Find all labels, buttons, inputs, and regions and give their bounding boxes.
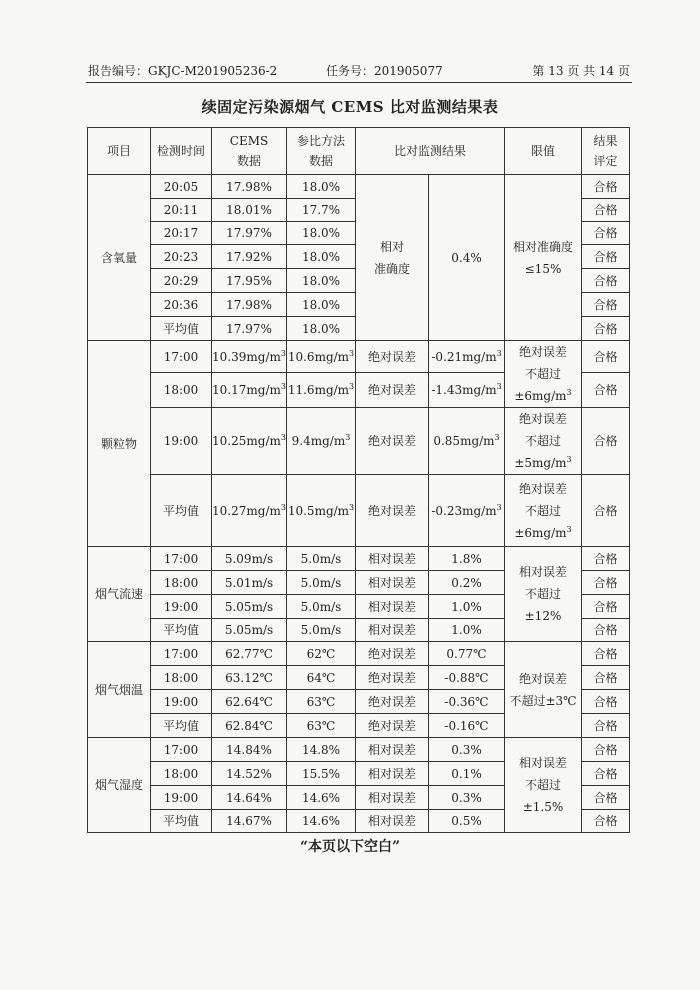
result-type-cell: 绝对误差 — [356, 642, 429, 666]
eval-cell: 合格 — [582, 408, 630, 475]
eval-cell: 合格 — [582, 245, 630, 269]
particulate-limit-b: 绝对误差 不超过 $\pm 5mg/m^3$ — [505, 408, 582, 475]
humidity-limit: 相对误差 不超过 ±1.5% — [505, 738, 582, 833]
eval-cell: 合格 — [582, 738, 630, 762]
time-cell: 19:00 — [151, 690, 212, 714]
oxygen-result-type: 相对 准确度 — [356, 175, 429, 341]
ref-cell: 18.0% — [287, 293, 356, 317]
time-cell: 18:00 — [151, 762, 212, 786]
ref-cell: 64℃ — [287, 666, 356, 690]
eval-cell: 合格 — [582, 786, 630, 810]
ref-cell: $10.5mg/m^3$ — [287, 475, 356, 547]
result-type-cell: 相对误差 — [356, 571, 429, 595]
cems-cell: 17.97% — [212, 317, 287, 341]
eval-cell: 合格 — [582, 690, 630, 714]
eval-cell: 合格 — [582, 317, 630, 341]
header-result: 比对监测结果 — [356, 128, 505, 175]
cems-cell: 62.64℃ — [212, 690, 287, 714]
table-row — [88, 408, 630, 475]
item-velocity: 烟气流速 — [88, 547, 151, 642]
cems-cell: $10.17mg/m^3$ — [212, 373, 287, 408]
ref-cell: 63℃ — [287, 690, 356, 714]
ref-cell: 18.0% — [287, 245, 356, 269]
cems-cell: 17.98% — [212, 175, 287, 199]
cems-cell: 17.97% — [212, 222, 287, 245]
result-cell: $-1.43mg/m^3$ — [429, 373, 505, 408]
blank-below-note: “本页以下空白” — [299, 839, 401, 855]
result-type-cell: 相对误差 — [356, 738, 429, 762]
time-cell: 18:00 — [151, 373, 212, 408]
result-cell: 0.2% — [429, 571, 505, 595]
ref-cell: 18.0% — [287, 317, 356, 341]
eval-cell: 合格 — [582, 547, 630, 571]
result-cell: 0.1% — [429, 762, 505, 786]
result-type-cell: 绝对误差 — [356, 714, 429, 738]
time-cell: 17:00 — [151, 547, 212, 571]
ref-cell: 18.0% — [287, 269, 356, 293]
result-cell: 0.3% — [429, 786, 505, 810]
oxygen-limit: 相对准确度 ≤15% — [505, 175, 582, 341]
time-cell: 平均值 — [151, 619, 212, 642]
eval-cell: 合格 — [582, 269, 630, 293]
result-cell: -0.88℃ — [429, 666, 505, 690]
time-cell: 19:00 — [151, 786, 212, 810]
table-row — [88, 475, 630, 547]
ref-cell: $10.6mg/m^3$ — [287, 341, 356, 373]
cems-cell: 63.12℃ — [212, 666, 287, 690]
eval-cell: 合格 — [582, 666, 630, 690]
time-cell: 19:00 — [151, 595, 212, 619]
item-temperature: 烟气烟温 — [88, 642, 151, 738]
eval-cell: 合格 — [582, 714, 630, 738]
table-row — [88, 341, 630, 373]
result-type-cell: 绝对误差 — [356, 690, 429, 714]
ref-cell: 5.0m/s — [287, 571, 356, 595]
eval-cell: 合格 — [582, 373, 630, 408]
result-cell: 1.0% — [429, 595, 505, 619]
result-type-cell: 相对误差 — [356, 810, 429, 833]
ref-cell: 17.7% — [287, 199, 356, 222]
cems-cell: $10.39mg/m^3$ — [212, 341, 287, 373]
cems-cell: 5.09m/s — [212, 547, 287, 571]
table-row — [88, 642, 630, 666]
time-cell: 17:00 — [151, 642, 212, 666]
time-cell: 17:00 — [151, 341, 212, 373]
ref-cell: 5.0m/s — [287, 595, 356, 619]
header-cems: CEMS 数据 — [212, 128, 287, 175]
result-cell: 1.8% — [429, 547, 505, 571]
header-item: 项目 — [88, 128, 151, 175]
cems-cell: 5.05m/s — [212, 619, 287, 642]
eval-cell: 合格 — [582, 810, 630, 833]
header-time: 检测时间 — [151, 128, 212, 175]
header-eval: 结果 评定 — [582, 128, 630, 175]
result-type-cell: 相对误差 — [356, 547, 429, 571]
result-type-cell: 相对误差 — [356, 595, 429, 619]
result-cell: -0.16℃ — [429, 714, 505, 738]
ref-cell: $9.4mg/m^3$ — [287, 408, 356, 475]
time-cell: 18:00 — [151, 571, 212, 595]
table-row — [88, 175, 630, 199]
eval-cell: 合格 — [582, 571, 630, 595]
ref-cell: 5.0m/s — [287, 547, 356, 571]
ref-cell: 14.6% — [287, 786, 356, 810]
result-cell: -0.36℃ — [429, 690, 505, 714]
result-cell: $-0.21mg/m^3$ — [429, 341, 505, 373]
header-limit: 限值 — [505, 128, 582, 175]
result-type-cell: 相对误差 — [356, 786, 429, 810]
result-type-cell: 绝对误差 — [356, 408, 429, 475]
cems-cell: 5.01m/s — [212, 571, 287, 595]
cems-comparison-table — [87, 127, 630, 833]
ref-cell: 63℃ — [287, 714, 356, 738]
eval-cell: 合格 — [582, 762, 630, 786]
oxygen-result-value: 0.4% — [429, 175, 505, 341]
time-cell: 平均值 — [151, 475, 212, 547]
eval-cell: 合格 — [582, 642, 630, 666]
cems-cell: 14.67% — [212, 810, 287, 833]
result-type-cell: 绝对误差 — [356, 341, 429, 373]
time-cell: 17:00 — [151, 738, 212, 762]
result-type-cell: 绝对误差 — [356, 666, 429, 690]
ref-cell: 14.6% — [287, 810, 356, 833]
ref-cell: 14.8% — [287, 738, 356, 762]
page-header — [88, 62, 630, 80]
item-humidity: 烟气湿度 — [88, 738, 151, 833]
eval-cell: 合格 — [582, 222, 630, 245]
result-cell: 0.3% — [429, 738, 505, 762]
particulate-limit-c: 绝对误差 不超过 $\pm 6mg/m^3$ — [505, 475, 582, 547]
cems-cell: 17.98% — [212, 293, 287, 317]
cems-cell: 62.84℃ — [212, 714, 287, 738]
cems-cell: $10.27mg/m^3$ — [212, 475, 287, 547]
ref-cell: 18.0% — [287, 175, 356, 199]
eval-cell: 合格 — [582, 619, 630, 642]
time-cell: 18:00 — [151, 666, 212, 690]
result-type-cell: 绝对误差 — [356, 475, 429, 547]
header-ref: 参比方法 数据 — [287, 128, 356, 175]
cems-cell: 14.84% — [212, 738, 287, 762]
item-oxygen: 含氧量 — [88, 175, 151, 341]
cems-cell: 17.92% — [212, 245, 287, 269]
result-cell: $-0.23mg/m^3$ — [429, 475, 505, 547]
cems-cell: 14.64% — [212, 786, 287, 810]
velocity-limit: 相对误差 不超过 ±12% — [505, 547, 582, 642]
eval-cell: 合格 — [582, 199, 630, 222]
cems-cell: 17.95% — [212, 269, 287, 293]
eval-cell: 合格 — [582, 293, 630, 317]
time-cell: 20:36 — [151, 293, 212, 317]
time-cell: 20:17 — [151, 222, 212, 245]
eval-cell: 合格 — [582, 341, 630, 373]
time-cell: 20:29 — [151, 269, 212, 293]
time-cell: 20:05 — [151, 175, 212, 199]
header-row — [88, 128, 630, 175]
ref-cell: 15.5% — [287, 762, 356, 786]
result-cell: 0.5% — [429, 810, 505, 833]
temperature-limit: 绝对误差 不超过±3℃ — [505, 642, 582, 738]
cems-cell: 14.52% — [212, 762, 287, 786]
eval-cell: 合格 — [582, 475, 630, 547]
ref-cell: 62℃ — [287, 642, 356, 666]
result-cell: 0.77℃ — [429, 642, 505, 666]
table-row — [88, 547, 630, 571]
ref-cell: $11.6mg/m^3$ — [287, 373, 356, 408]
time-cell: 平均值 — [151, 714, 212, 738]
cems-cell: 5.05m/s — [212, 595, 287, 619]
report-number: 报告编号：GKJC-M201905236-2 — [88, 64, 278, 78]
header-rule — [86, 82, 632, 83]
cems-cell: 18.01% — [212, 199, 287, 222]
result-type-cell: 绝对误差 — [356, 373, 429, 408]
item-particulate: 颗粒物 — [88, 341, 151, 547]
ref-cell: 18.0% — [287, 222, 356, 245]
cems-cell: 62.77℃ — [212, 642, 287, 666]
result-type-cell: 相对误差 — [356, 762, 429, 786]
page-info: 第 13 页 共 14 页 — [532, 64, 630, 78]
table-title: 续固定污染源烟气 CEMS 比对监测结果表 — [201, 98, 499, 116]
eval-cell: 合格 — [582, 595, 630, 619]
eval-cell: 合格 — [582, 175, 630, 199]
task-number: 任务号：201905077 — [326, 64, 443, 78]
result-cell: 1.0% — [429, 619, 505, 642]
table-row — [88, 738, 630, 762]
particulate-limit-a: 绝对误差 不超过 $\pm 6mg/m^3$ — [505, 341, 582, 408]
time-cell: 19:00 — [151, 408, 212, 475]
time-cell: 平均值 — [151, 810, 212, 833]
result-cell: $0.85mg/m^3$ — [429, 408, 505, 475]
time-cell: 20:11 — [151, 199, 212, 222]
time-cell: 20:23 — [151, 245, 212, 269]
cems-cell: $10.25mg/m^3$ — [212, 408, 287, 475]
result-type-cell: 相对误差 — [356, 619, 429, 642]
time-cell: 平均值 — [151, 317, 212, 341]
ref-cell: 5.0m/s — [287, 619, 356, 642]
